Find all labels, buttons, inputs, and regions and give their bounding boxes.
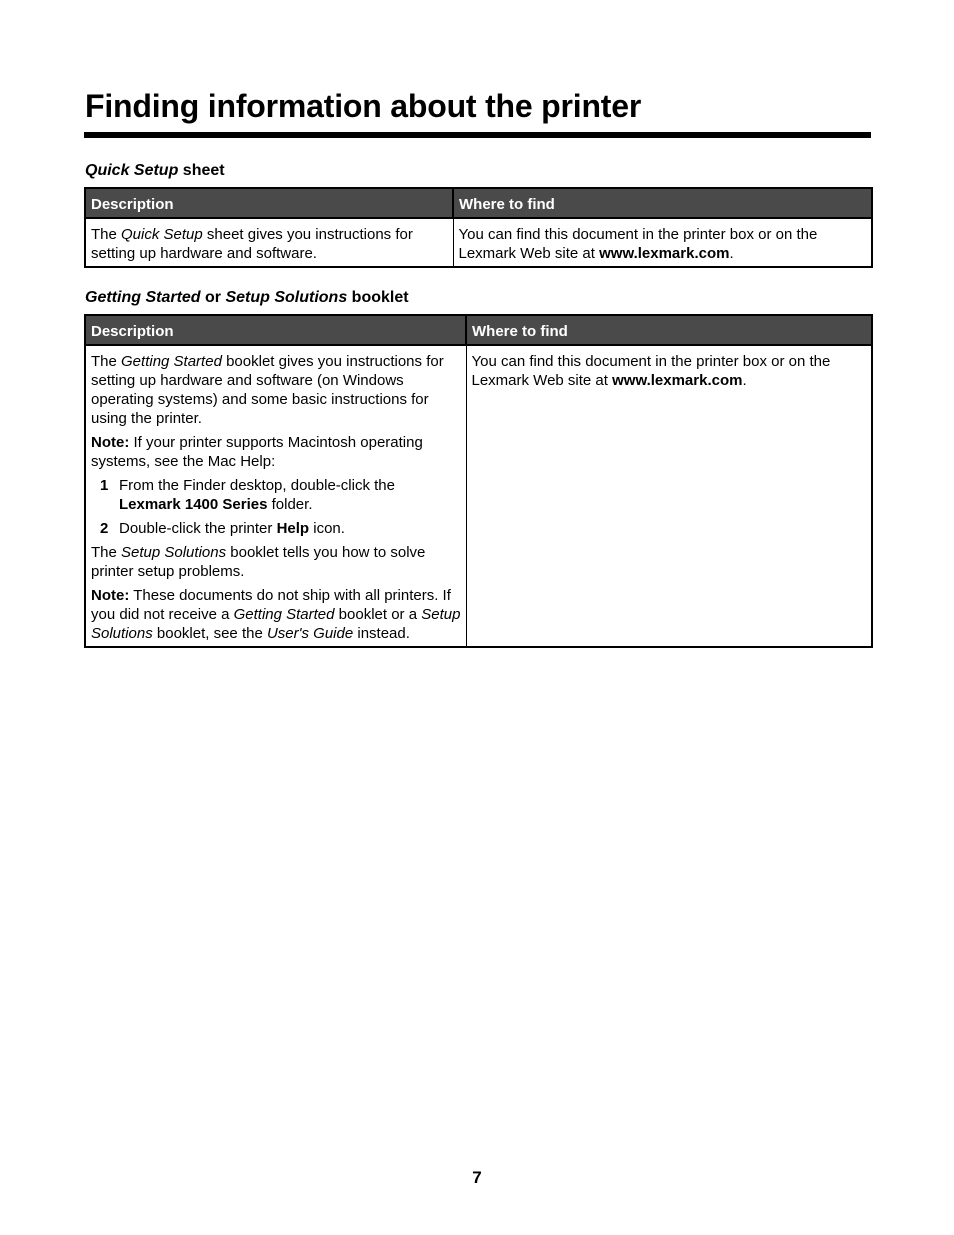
section-heading-getting-started — [85, 288, 409, 308]
note-paragraph — [91, 433, 461, 471]
description-cell — [85, 345, 466, 647]
table-header-row — [85, 315, 872, 345]
italic-text: User's Guide — [266, 625, 354, 642]
where-text: You can find this document in the printer box or on the Lexmark Web site at — [458, 226, 818, 262]
desc-italic: Quick Setup — [121, 226, 203, 243]
quick-setup-table — [84, 187, 873, 268]
text: Double-click the printer — [119, 520, 277, 537]
text: booklet or a — [334, 606, 422, 623]
where-text: You can find this document in the printer box or on the Lexmark Web site at — [471, 353, 831, 389]
bold-text: Lexmark 1400 Series — [119, 496, 268, 513]
note-label: Note: — [91, 587, 130, 604]
table-header-row — [85, 188, 872, 218]
text: folder. — [267, 496, 313, 513]
heading-text: booklet — [347, 289, 409, 306]
text: booklet, see the — [152, 625, 267, 642]
text: booklet tells you how to solve printer setup problems. — [91, 544, 426, 580]
steps-list — [91, 476, 461, 538]
text: The — [91, 353, 122, 370]
column-header-where-to-find: Where to find — [466, 315, 872, 345]
note-paragraph — [91, 586, 461, 643]
page-title: Finding information about the printer — [85, 88, 642, 124]
heading-text: or — [200, 289, 226, 306]
where-to-find-cell — [453, 218, 872, 267]
heading-italic: Quick Setup — [85, 162, 179, 179]
text: booklet gives you instructions for setting up hardware and software (on Windows operating systems) and some basic instructions for using the printer. — [91, 353, 444, 427]
list-item — [91, 519, 461, 538]
description-cell — [85, 218, 453, 267]
italic-text: Getting Started — [121, 353, 222, 370]
section-heading-quick-setup — [85, 161, 225, 181]
website-link[interactable]: www.lexmark.com — [612, 372, 743, 389]
desc-text: sheet gives you instructions for setting up hardware and software. — [91, 226, 413, 262]
text: icon. — [309, 520, 345, 537]
text: These documents do not ship with all printers. If you did not receive a — [91, 587, 451, 623]
title-rule — [84, 132, 871, 138]
getting-started-table — [84, 314, 873, 648]
page-number: 7 — [472, 1168, 482, 1187]
description-paragraph — [91, 352, 461, 428]
column-header-where-to-find: Where to find — [453, 188, 872, 218]
text: From the Finder desktop, double-click the — [119, 477, 395, 494]
text: If your printer supports Macintosh operating systems, see the Mac Help: — [91, 434, 423, 470]
where-text: . — [742, 372, 747, 389]
step-number: 2 — [100, 520, 109, 537]
text: instead. — [353, 625, 410, 642]
italic-text: Setup Solutions — [91, 606, 461, 642]
description-paragraph — [91, 543, 461, 581]
where-to-find-cell — [466, 345, 872, 647]
table-row — [85, 218, 872, 267]
heading-italic: Getting Started — [85, 289, 201, 306]
heading-italic: Setup Solutions — [225, 289, 348, 306]
bold-text: Help — [276, 520, 310, 537]
note-label: Note: — [91, 434, 130, 451]
italic-text: Setup Solutions — [121, 544, 227, 561]
italic-text: Getting Started — [233, 606, 335, 623]
website-link[interactable]: www.lexmark.com — [599, 245, 730, 262]
text: The — [91, 544, 122, 561]
list-item — [91, 476, 461, 514]
column-header-description: Description — [85, 188, 453, 218]
column-header-description: Description — [85, 315, 466, 345]
heading-text: sheet — [178, 162, 225, 179]
step-number: 1 — [100, 477, 109, 494]
desc-text: The — [91, 226, 122, 243]
where-text: . — [729, 245, 734, 262]
table-row — [85, 345, 872, 647]
